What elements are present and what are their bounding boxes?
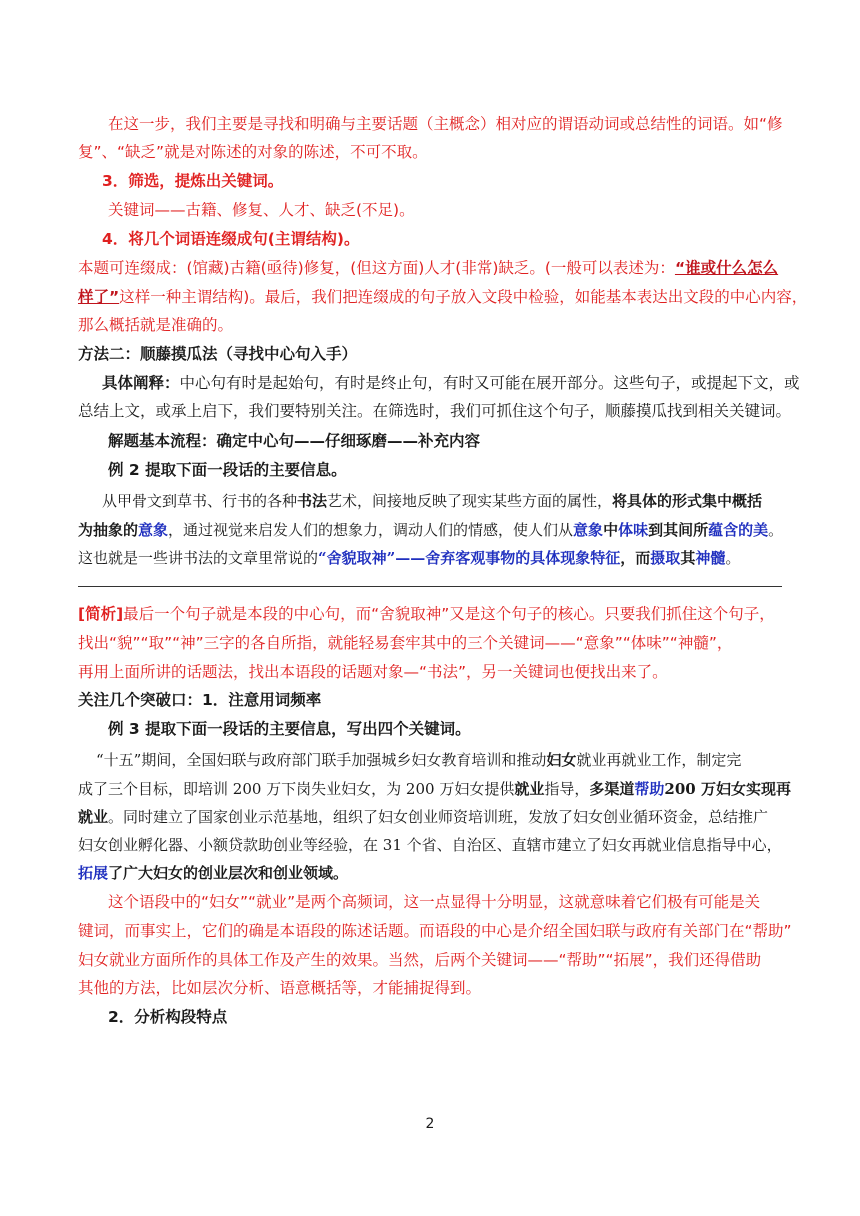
ex3-keyword-employment: 就业 — [514, 780, 545, 798]
divider-line — [78, 586, 782, 587]
ex3-line1 — [96, 749, 741, 771]
example2-title: 例 2 提取下面一段话的主要信息。 — [108, 461, 347, 479]
example3-title: 例 3 提取下面一段话的主要信息，写出四个关键词。 — [108, 720, 471, 738]
p1-line2: 复”、“缺乏”就是对陈述的对象的陈述，不可不取。 — [78, 143, 428, 161]
ex2-l2-g: 到其间所 — [648, 521, 709, 539]
step4-highlight-a: “谁或什么怎么 — [674, 259, 779, 277]
ex2-l2-c: ，通过视觉来启发人们的想象力，调动人们的情感，使人们从 — [168, 521, 574, 539]
ex3-l3-a: 就业 — [78, 808, 109, 826]
ex3-line4: 妇女创业孵化器、小额贷款助创业等经验，在 31 个省、自治区、直辖市建立了妇女再就业信息指导中心， — [78, 836, 782, 854]
ex3-keyword-expand: 拓展 — [78, 864, 109, 882]
analysis-line1 — [78, 603, 775, 625]
ex3-l2-d: 多渠道 — [589, 780, 635, 798]
ex3-l2-a: 成了三个目标，即培训 200 万下岗失业妇女，为 200 万妇女提供 — [78, 780, 515, 798]
ex3-keyword-women: 妇女 — [546, 751, 577, 769]
step4-line2 — [78, 286, 807, 308]
ex3-line3 — [78, 806, 768, 828]
ex3-l5-b: 了广大妇女的创业层次和创业领域。 — [108, 864, 349, 882]
ex2-keyword-capture: 摄取 — [650, 549, 681, 567]
step4-line3: 那么概括就是准确的。 — [78, 316, 234, 334]
method2-expl-label: 具体阐释： — [102, 374, 180, 392]
ex3-l1-c: 就业再就业工作，制定完 — [576, 751, 742, 769]
ex2-keyword-savor: 体味 — [618, 521, 649, 539]
ex2-keyword-essence: 神髓 — [695, 549, 726, 567]
ex2-l2-a: 为抽象的 — [78, 521, 139, 539]
ex3-keyword-help: 帮助 — [634, 780, 665, 798]
ex2-l3-e: 其 — [680, 549, 696, 567]
ex2-line1 — [102, 490, 762, 512]
ex3-line5 — [78, 862, 348, 884]
ex2-l1-a: 从甲骨文到草书、行书的各种 — [102, 492, 298, 510]
step4-title: 4．将几个词语连缀成句(主谓结构)。 — [102, 230, 360, 248]
analysis-line3: 再用上面所讲的话题法，找出本语段的话题对象—“书法”，另一关键词也便找出来了。 — [78, 663, 668, 681]
ex2-line3 — [78, 547, 740, 569]
freq-line1: 这个语段中的“妇女”“就业”是两个高频词，这一点显得十分明显，这就意味着它们极有可能是关 — [108, 893, 761, 911]
breakthrough-title: 关注几个突破口：1．注意用词频率 — [78, 691, 322, 709]
ex2-line2 — [78, 519, 783, 541]
ex3-l2-c: 指导， — [544, 780, 590, 798]
method2-expl-line2: 总结上文，或承上启下，我们要特别关注。在筛选时，我们可抓住这个句子，顺藤摸瓜找到相关关键词。 — [78, 402, 792, 420]
ex2-keyword-quote: “舍貌取神”——舍弃客观事物的具体现象特征 — [318, 549, 621, 567]
page-number: 2 — [425, 1116, 435, 1132]
ex2-l2-i: 。 — [768, 521, 784, 539]
ex3-l1-a: “十五”期间，全国妇联与政府部门联手加强城乡妇女教育培训和推动 — [96, 751, 547, 769]
ex2-l3-c: ，而 — [620, 549, 651, 567]
method2-expl-line1 — [102, 372, 800, 394]
ex3-l3-b: 。同时建立了国家创业示范基地，组织了妇女创业师资培训班，发放了妇女创业循环资金，总结推广 — [108, 808, 769, 826]
freq-line2: 键词，而事实上，它们的确是本语段的陈述话题。而语段的中心是介绍全国妇联与政府有关部门在“帮助” — [78, 922, 792, 940]
analysis-label: [简析] — [78, 605, 124, 623]
p1-line1: 在这一步，我们主要是寻找和明确与主要话题（主概念）相对应的谓语动词或总结性的词语。如“修 — [108, 115, 783, 133]
step4-line1-text: 本题可连缀成：(馆藏)古籍(亟待)修复，(但这方面)人才(非常)缺乏。(一般可以表述为： — [78, 259, 675, 277]
analysis-line1-text: 最后一个句子就是本段的中心句，而“舍貌取神”又是这个句子的核心。只要我们抓住这个句子， — [123, 605, 775, 623]
freq-line3: 妇女就业方面所作的具体工作及产生的效果。当然，后两个关键词——“帮助”“拓展”，我们还得借助 — [78, 951, 762, 969]
step4-line2-text: 这样一种主谓结构)。最后，我们把连缀成的句子放入文段中检验，如能基本表达出文段的中心内容， — [119, 288, 808, 306]
ex2-keyword-beauty: 蕴含的美 — [708, 521, 769, 539]
ex2-l1-c: 艺术，间接地反映了现实某些方面的属性， — [327, 492, 613, 510]
ex3-l2-f: 200 万妇女实现再 — [664, 780, 791, 798]
ex2-keyword-calligraphy: 书法 — [297, 492, 328, 510]
step4-line1 — [78, 257, 778, 279]
method2-title: 方法二：顺藤摸瓜法（寻找中心句入手） — [78, 345, 358, 363]
step3-body: 关键词——古籍、修复、人才、缺乏(不足)。 — [108, 201, 415, 219]
step2-title: 2．分析构段特点 — [108, 1008, 228, 1026]
ex2-keyword-image-2: 意象 — [573, 521, 604, 539]
ex2-l2-e: 中 — [603, 521, 619, 539]
ex2-l3-g: 。 — [725, 549, 741, 567]
method2-flow: 解题基本流程：确定中心句——仔细琢磨——补充内容 — [108, 432, 481, 450]
ex2-l1-d: 将具体的形式集中概括 — [612, 492, 763, 510]
ex2-l3-a: 这也就是一些讲书法的文章里常说的 — [78, 549, 319, 567]
method2-expl-text: 中心句有时是起始句，有时是终止句，有时又可能在展开部分。这些句子，或提起下文，或 — [179, 374, 800, 392]
ex3-line2 — [78, 778, 791, 800]
ex2-keyword-image: 意象 — [138, 521, 169, 539]
step4-highlight-b: 样了” — [78, 288, 120, 306]
analysis-line2: 找出“貌”“取”“神”三字的各自所指，就能轻易套牢其中的三个关键词——“意象”“体味”“神髓”， — [78, 634, 733, 652]
step3-title: 3．筛选，提炼出关键词。 — [102, 172, 284, 190]
freq-line4: 其他的方法，比如层次分析、语意概括等，才能捕捉得到。 — [78, 979, 482, 997]
